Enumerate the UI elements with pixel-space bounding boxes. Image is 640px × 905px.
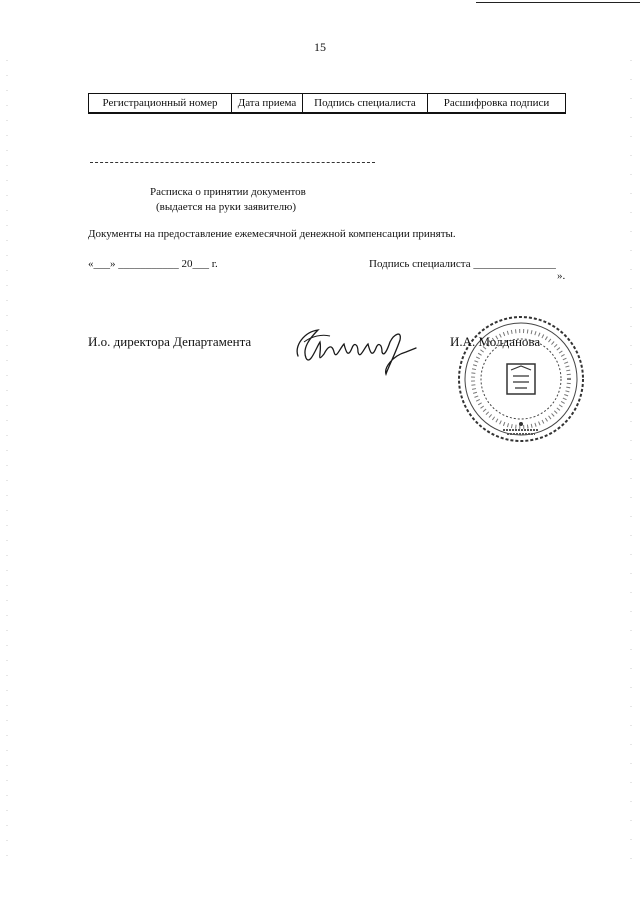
receipt-subtitle: (выдается на руки заявителю)	[156, 201, 297, 213]
table-row	[89, 94, 566, 114]
col-signature-decoding: Расшифровка подписи	[428, 94, 566, 114]
specialist-signature-line: Подпись специалиста _______________	[369, 258, 556, 270]
top-rule	[476, 2, 640, 3]
receipt-statement: Документы на предоставление ежемесячной денежной компенсации приняты.	[88, 228, 456, 240]
scan-edge-marks	[6, 60, 8, 860]
page-number: 15	[314, 40, 326, 54]
col-registration-number: Регистрационный номер	[89, 94, 232, 114]
scan-edge-marks	[630, 60, 632, 860]
receipt-title: Расписка о принятии документов	[150, 186, 306, 198]
date-line: «___» ___________ 20___ г.	[88, 258, 218, 270]
director-position: И.о. директора Департамента	[88, 334, 252, 349]
col-specialist-signature: Подпись специалиста	[303, 94, 428, 114]
registration-table	[88, 93, 566, 114]
official-seal-stamp	[455, 310, 587, 448]
cut-line	[90, 162, 375, 163]
director-name: И.А. Молданова	[450, 334, 541, 349]
col-date-received: Дата приема	[232, 94, 303, 114]
handwritten-signature	[290, 318, 425, 376]
closing-quote: ».	[557, 270, 566, 282]
